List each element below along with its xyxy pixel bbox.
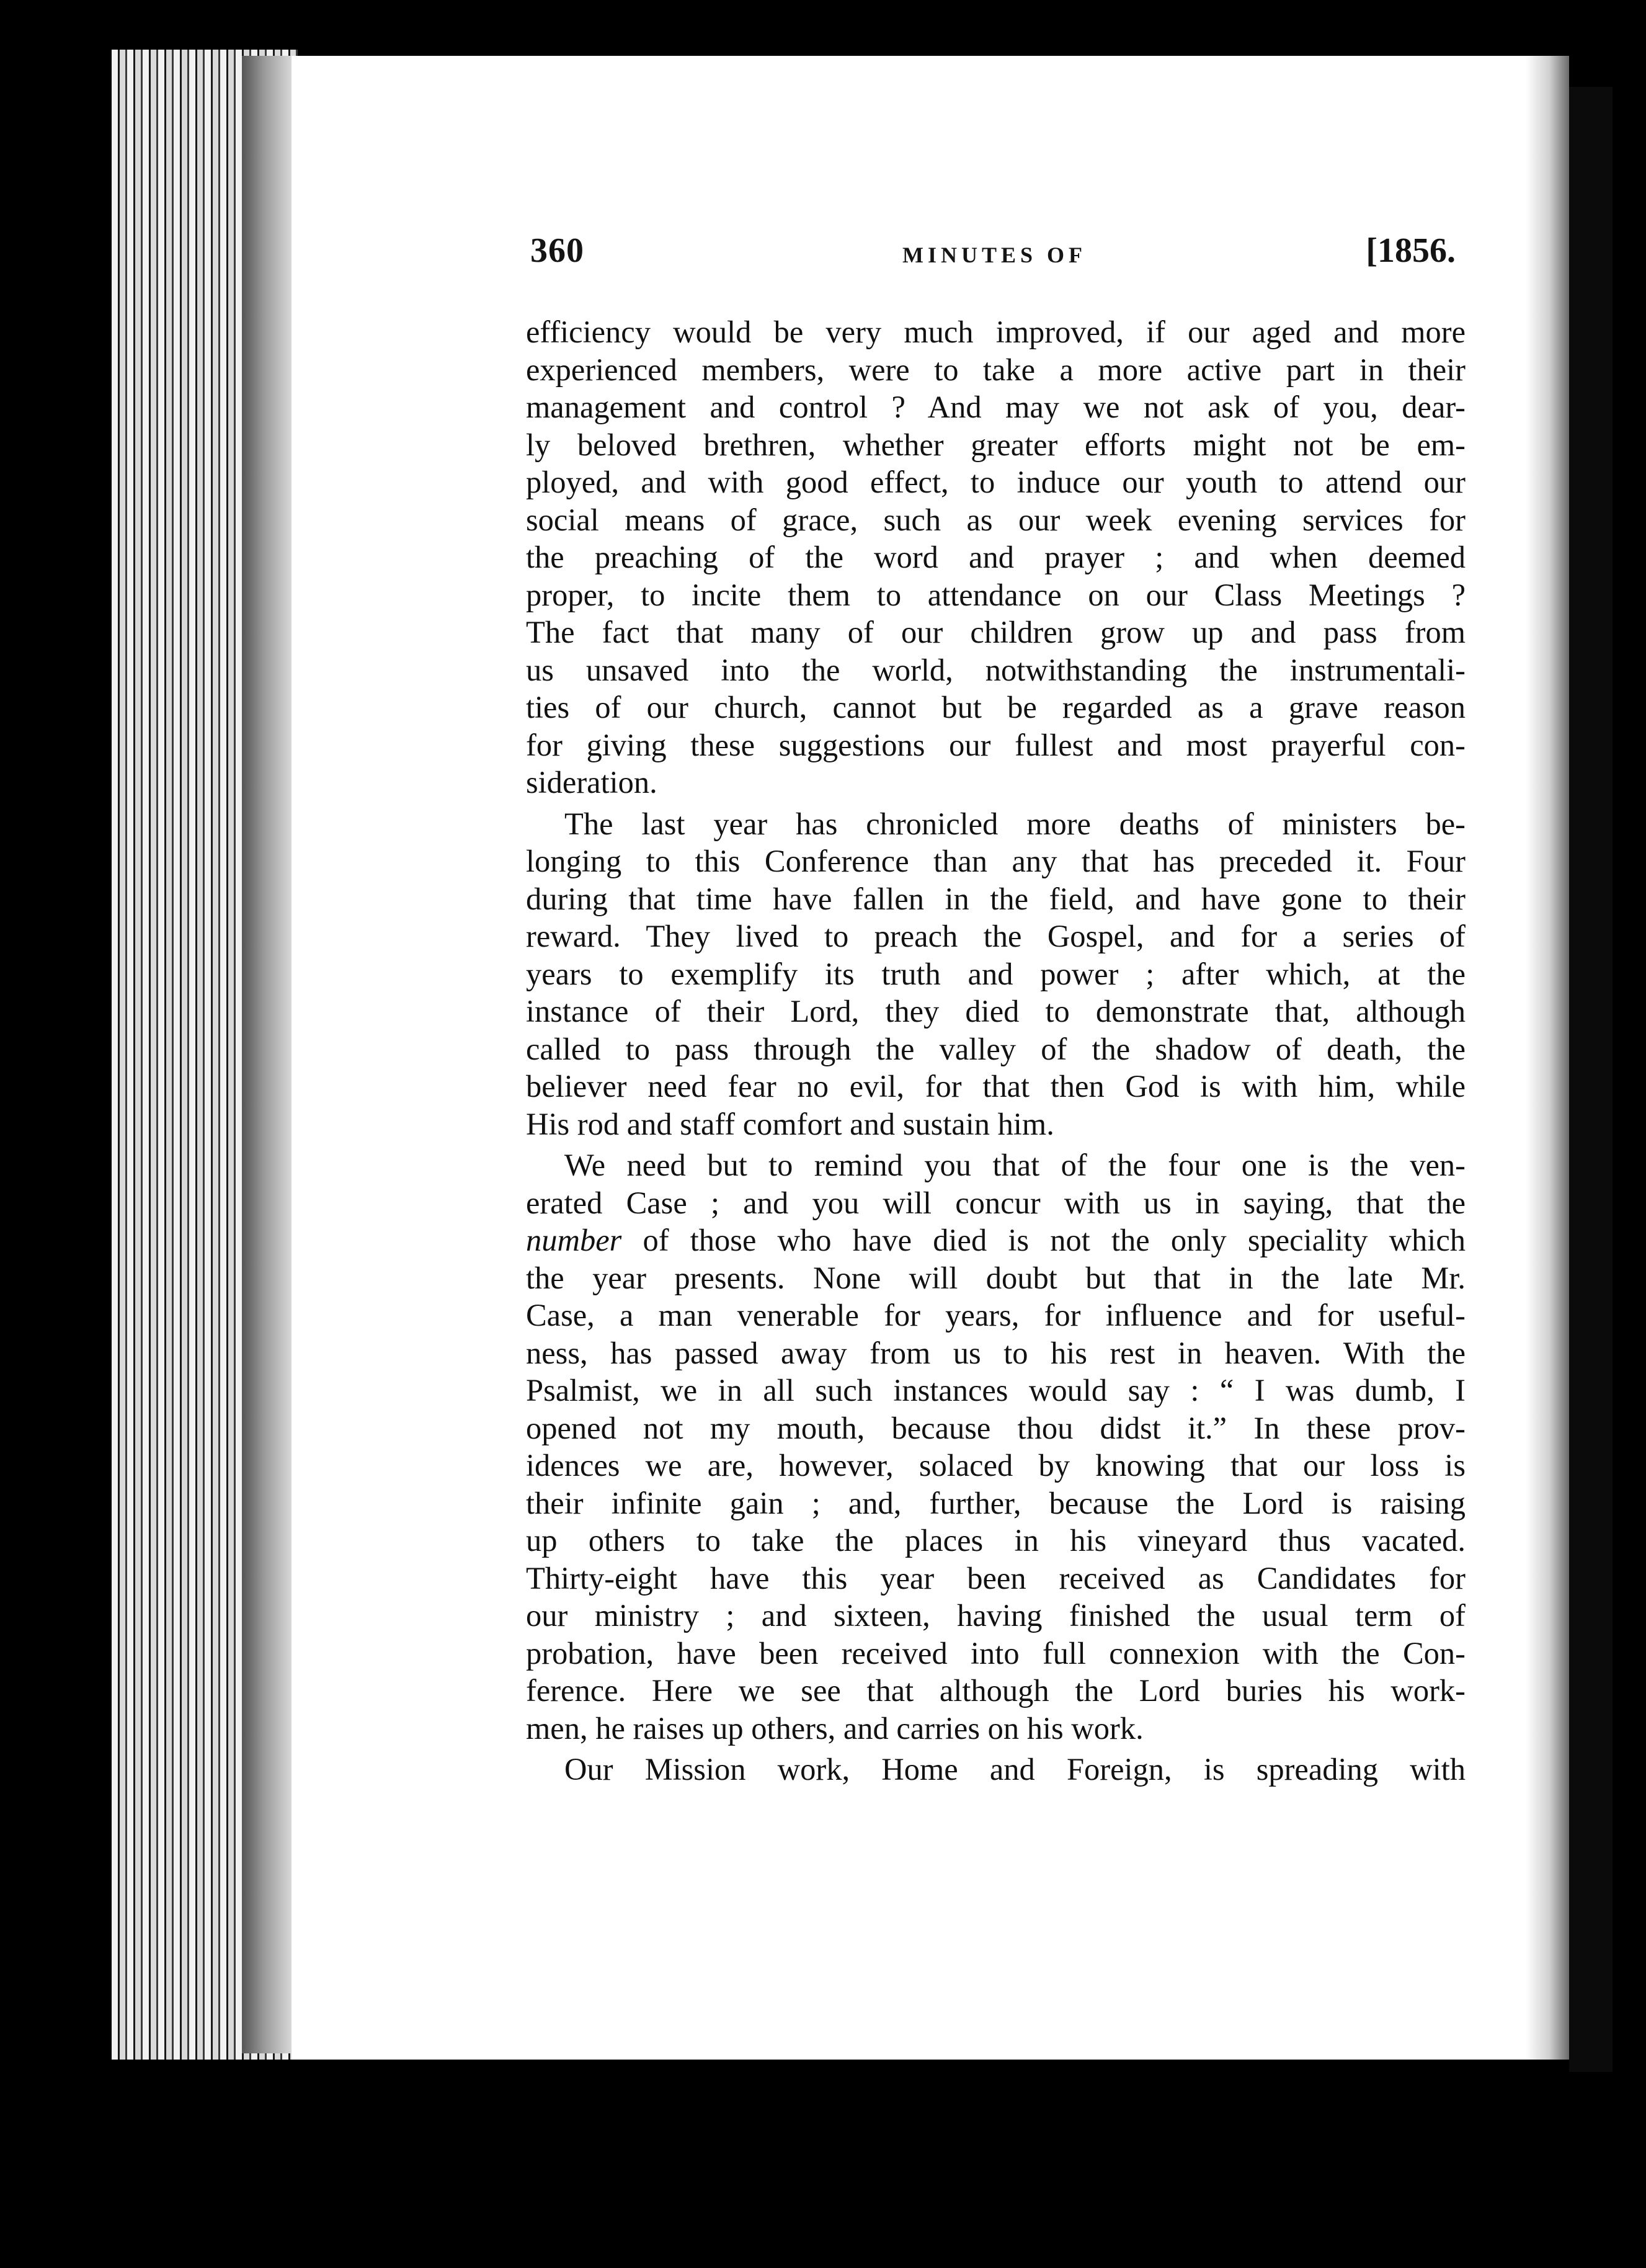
text-line: Thirty-eight have this year been received as Candidates for [526,1560,1466,1596]
text-line: The fact that many of our children grow up and pass from [526,615,1466,650]
text-line-rest: of those who have died is not the only speciality which [621,1223,1466,1257]
text-line: our ministry ; and sixteen, having finished the usual term of [526,1598,1466,1633]
paragraph-3 [526,1146,1466,1747]
text-line: instance of their Lord, they died to demonstrate that, although [526,994,1466,1029]
text-line: reward. They lived to preach the Gospel, and for a series of [526,919,1466,953]
page-header [530,231,1461,287]
text-line: years to exemplify its truth and power ; after which, at the [526,956,1466,991]
text-line: Our Mission work, Home and Foreign, is spreading with [564,1752,1466,1787]
text-line: longing to this Conference than any that has preceded it. Four [526,844,1466,878]
paragraph-4 [526,1751,1466,1788]
page-number: 360 [530,231,584,270]
paragraph-1 [526,313,1466,801]
text-line: erated Case ; and you will concur with us in saying, that the [526,1185,1466,1220]
text-line: efficiency would be very much improved, if our aged and more [526,315,1466,349]
text-line: the preaching of the word and prayer ; and when deemed [526,540,1466,574]
running-head: MINUTES OF [902,243,1087,267]
text-line: ployed, and with good effect, to induce our youth to attend our [526,465,1466,499]
text-line: The last year has chronicled more deaths of ministers be- [564,806,1466,841]
paragraph-2 [526,805,1466,1143]
text-line: idences we are, however, solaced by knowing that our loss is [526,1448,1466,1483]
text-line: opened not my mouth, because thou didst it.” In these prov- [526,1410,1466,1445]
text-line: ness, has passed away from us to his rest in heaven. With the [526,1335,1466,1370]
text-line: ly beloved brethren, whether greater efforts might not be em- [526,427,1466,462]
text-line: called to pass through the valley of the shadow of death, the [526,1031,1466,1066]
text-line: their infinite gain ; and, further, because the Lord is raising [526,1485,1466,1520]
text-line: men, he raises up others, and carries on his work. [526,1710,1144,1746]
text-line: believer need fear no evil, for that then God is with him, while [526,1069,1466,1104]
text-line: us unsaved into the world, notwithstanding the instrumentali- [526,652,1466,687]
text-line: experienced members, were to take a more active part in their [526,352,1466,387]
text-line: the year presents. None will doubt but that in the late Mr. [526,1260,1466,1295]
text-line: social means of grace, such as our week evening services for [526,502,1466,537]
text-line: We need but to remind you that of the four one is the ven- [564,1148,1466,1182]
text-line: during that time have fallen in the field, and have gone to their [526,881,1466,916]
text-line: Case, a man venerable for years, for influence and for useful- [526,1298,1466,1333]
text-line: Psalmist, we in all such instances would say : “ I was dumb, I [526,1373,1466,1408]
text-line: for giving these suggestions our fullest and most prayerful con- [526,727,1466,762]
text-line: management and control ? And may we not ask of you, dear- [526,390,1466,424]
text-line: ference. Here we see that although the Lord buries his work- [526,1673,1466,1708]
facing-page-edge [1569,87,1613,2072]
text-line: His rod and staff comfort and sustain him. [526,1106,1054,1141]
text-line: ties of our church, cannot but be regarded as a grave reason [526,690,1466,725]
text-line: probation, have been received into full connexion with the Con- [526,1635,1466,1671]
text-line: proper, to incite them to attendance on our Class Meetings ? [526,577,1466,612]
italic-emphasis: number [526,1223,622,1257]
gutter-shadow [1526,56,1569,2060]
text-line: up others to take the places in his vineyard thus vacated. [526,1523,1466,1558]
body-text [526,313,1466,1792]
text-line [526,1221,1466,1259]
year-mark: [1856. [1366,231,1456,270]
page-edges-shade [242,56,298,2053]
text-line: sideration. [526,765,657,800]
